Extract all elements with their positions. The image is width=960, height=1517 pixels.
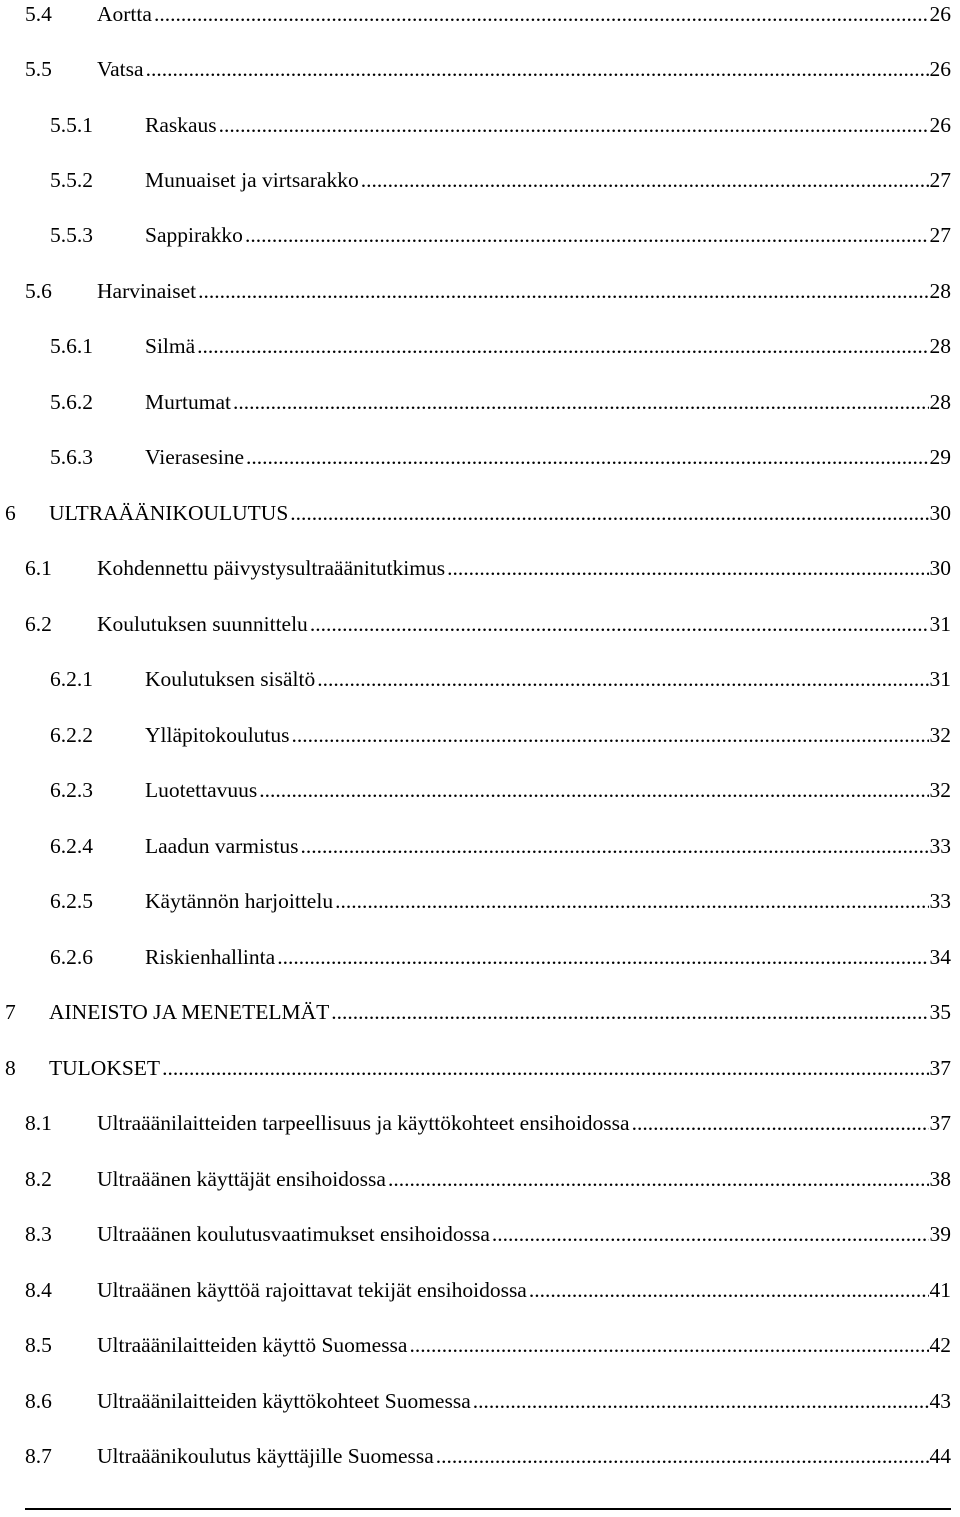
- toc-entry-number: 5.6.1: [50, 334, 93, 358]
- toc-entry-page: 42: [929, 1333, 951, 1357]
- toc-entry[interactable]: [25, 609, 951, 637]
- toc-dot-leader: [198, 278, 928, 304]
- toc-entry[interactable]: [25, 0, 951, 27]
- toc-dot-leader: [290, 500, 928, 526]
- toc-entry[interactable]: [25, 1386, 951, 1414]
- toc-entry-page: 30: [929, 556, 951, 580]
- toc-entry[interactable]: [50, 942, 951, 970]
- toc-dot-leader: [146, 56, 929, 82]
- toc-entry-title: Ultraäänilaitteiden käyttökohteet Suomessa: [97, 1389, 471, 1413]
- footer-rule: [25, 1508, 951, 1510]
- toc-entry-title: Vierasesine: [145, 445, 244, 469]
- toc-entry-number: 8.6: [25, 1389, 52, 1413]
- toc-entry[interactable]: [50, 331, 951, 359]
- toc-entry-page: 30: [929, 501, 951, 525]
- toc-entry-title: Munuaiset ja virtsarakko: [145, 168, 359, 192]
- toc-entry-title: Käytännön harjoittelu: [145, 889, 334, 913]
- toc-entry[interactable]: [25, 1330, 951, 1358]
- toc-dot-leader: [529, 1277, 929, 1303]
- toc-dot-leader: [492, 1221, 929, 1247]
- toc-entry-page: 27: [929, 168, 951, 192]
- toc-dot-leader: [361, 167, 929, 193]
- toc-dot-leader: [447, 555, 928, 581]
- toc-dot-leader: [259, 777, 928, 803]
- toc-dot-leader: [246, 444, 929, 470]
- toc-dot-leader: [409, 1332, 928, 1358]
- toc-entry-number: 5.4: [25, 2, 52, 26]
- toc-entry-number: 6.2.5: [50, 889, 93, 913]
- toc-entry-title: Koulutuksen suunnittelu: [97, 612, 308, 636]
- toc-entry-title: Ultraäänen käyttäjät ensihoidossa: [97, 1167, 386, 1191]
- toc-entry[interactable]: [25, 553, 951, 581]
- toc-entry[interactable]: [25, 1275, 951, 1303]
- toc-entry-title: Harvinaiset: [97, 279, 197, 303]
- toc-entry-number: 6: [5, 501, 16, 525]
- toc-dot-leader: [292, 722, 929, 748]
- toc-entry-number: 8.2: [25, 1167, 52, 1191]
- toc-entry-title: TULOKSET: [49, 1056, 161, 1080]
- toc-entry-title: Kohdennettu päivystysultraäänitutkimus: [97, 556, 446, 580]
- toc-entry-title: Koulutuksen sisältö: [145, 667, 316, 691]
- toc-dot-leader: [162, 1055, 928, 1081]
- toc-entry-title: Murtumat: [145, 390, 231, 414]
- toc-entry-title: Vatsa: [97, 57, 144, 81]
- toc-entry-page: 31: [929, 667, 951, 691]
- toc-entry-page: 32: [929, 778, 951, 802]
- toc-entry[interactable]: [50, 775, 951, 803]
- toc-entry-page: 26: [929, 57, 951, 81]
- toc-entry[interactable]: [50, 165, 951, 193]
- toc-entry-title: Ultraäänikoulutus käyttäjille Suomessa: [97, 1444, 434, 1468]
- toc-entry[interactable]: [25, 276, 951, 304]
- toc-dot-leader: [300, 833, 928, 859]
- toc-dot-leader: [310, 611, 929, 637]
- toc-entry-page: 29: [929, 445, 951, 469]
- toc-entry-title: Raskaus: [145, 113, 217, 137]
- toc-entry-number: 6.2.4: [50, 834, 93, 858]
- toc-entry-number: 5.6.3: [50, 445, 93, 469]
- toc-entry-page: 26: [929, 113, 951, 137]
- toc-entry-page: 28: [929, 390, 951, 414]
- toc-entry[interactable]: [25, 1108, 951, 1136]
- toc-dot-leader: [335, 888, 928, 914]
- toc-entry[interactable]: [50, 886, 951, 914]
- toc-entry-page: 28: [929, 334, 951, 358]
- toc-entry-title: ULTRAÄÄNIKOULUTUS: [49, 501, 289, 525]
- toc-entry-page: 28: [929, 279, 951, 303]
- toc-entry-number: 8.3: [25, 1222, 52, 1246]
- toc-entry[interactable]: [50, 720, 951, 748]
- toc-entry[interactable]: [5, 997, 951, 1025]
- toc-entry-title: Ultraäänilaitteiden tarpeellisuus ja käyttökohteet ensihoidossa: [97, 1111, 630, 1135]
- toc-entry-number: 6.2.6: [50, 945, 93, 969]
- toc-entry-page: 31: [929, 612, 951, 636]
- toc-entry-number: 5.5.3: [50, 223, 93, 247]
- toc-entry-number: 6.2: [25, 612, 52, 636]
- toc-entry-number: 6.1: [25, 556, 52, 580]
- toc-entry-page: 44: [929, 1444, 951, 1468]
- toc-entry-title: Ultraäänilaitteiden käyttö Suomessa: [97, 1333, 408, 1357]
- toc-entry-page: 27: [929, 223, 951, 247]
- toc-entry-page: 37: [929, 1111, 951, 1135]
- toc-entry-page: 38: [929, 1167, 951, 1191]
- toc-entry[interactable]: [25, 1441, 951, 1469]
- toc-dot-leader: [233, 389, 929, 415]
- toc-entry-number: 5.6.2: [50, 390, 93, 414]
- toc-entry-number: 8.7: [25, 1444, 52, 1468]
- toc-entry-number: 5.6: [25, 279, 52, 303]
- toc-entry-title: Riskienhallinta: [145, 945, 276, 969]
- toc-entry-number: 6.2.1: [50, 667, 93, 691]
- toc-entry-number: 6.2.2: [50, 723, 93, 747]
- toc-entry-number: 8.4: [25, 1278, 52, 1302]
- toc-entry-title: AINEISTO JA MENETELMÄT: [49, 1000, 330, 1024]
- toc-entry-number: 8: [5, 1056, 16, 1080]
- toc-dot-leader: [197, 333, 928, 359]
- toc-entry-number: 5.5.1: [50, 113, 93, 137]
- toc-entry[interactable]: [50, 442, 951, 470]
- toc-entry[interactable]: [25, 1219, 951, 1247]
- toc-entry-page: 43: [929, 1389, 951, 1413]
- toc-entry-title: Luotettavuus: [145, 778, 258, 802]
- toc-entry-page: 35: [929, 1000, 951, 1024]
- toc-entry[interactable]: [5, 498, 951, 526]
- toc-entry-page: 32: [929, 723, 951, 747]
- toc-entry-page: 33: [929, 834, 951, 858]
- toc-entry-page: 26: [929, 2, 951, 26]
- toc-entry[interactable]: [50, 387, 951, 415]
- toc-entry-page: 41: [929, 1278, 951, 1302]
- toc-entry-title: Ultraäänen koulutusvaatimukset ensihoidossa: [97, 1222, 490, 1246]
- toc-entry-number: 5.5: [25, 57, 52, 81]
- toc-entry[interactable]: [5, 1053, 951, 1081]
- toc-entry[interactable]: [50, 831, 951, 859]
- toc-dot-leader: [317, 666, 928, 692]
- toc-entry[interactable]: [50, 220, 951, 248]
- toc-entry-number: 8.1: [25, 1111, 52, 1135]
- toc-dot-leader: [473, 1388, 929, 1414]
- toc-entry-page: 34: [929, 945, 951, 969]
- toc-entry[interactable]: [25, 54, 951, 82]
- toc-entry-title: Sappirakko: [145, 223, 243, 247]
- toc-dot-leader: [277, 944, 928, 970]
- toc-dot-leader: [331, 999, 928, 1025]
- toc-dot-leader: [154, 1, 929, 27]
- toc-entry-number: 8.5: [25, 1333, 52, 1357]
- toc-entry-number: 5.5.2: [50, 168, 93, 192]
- toc-dot-leader: [219, 112, 929, 138]
- toc-dot-leader: [632, 1110, 929, 1136]
- toc-entry[interactable]: [50, 664, 951, 692]
- toc-entry-number: 7: [5, 1000, 16, 1024]
- toc-dot-leader: [245, 222, 929, 248]
- toc-entry-title: Ylläpitokoulutus: [145, 723, 290, 747]
- toc-dot-leader: [436, 1443, 929, 1469]
- toc-entry-number: 6.2.3: [50, 778, 93, 802]
- toc-entry-title: Aortta: [97, 2, 152, 26]
- toc-entry-title: Laadun varmistus: [145, 834, 299, 858]
- toc-entry-page: 39: [929, 1222, 951, 1246]
- toc-entry[interactable]: [25, 1164, 951, 1192]
- toc-entry-title: Silmä: [145, 334, 196, 358]
- toc-entry-page: 37: [929, 1056, 951, 1080]
- toc-entry[interactable]: [50, 110, 951, 138]
- toc-entry-page: 33: [929, 889, 951, 913]
- toc-dot-leader: [388, 1166, 929, 1192]
- toc-entry-title: Ultraäänen käyttöä rajoittavat tekijät ensihoidossa: [97, 1278, 527, 1302]
